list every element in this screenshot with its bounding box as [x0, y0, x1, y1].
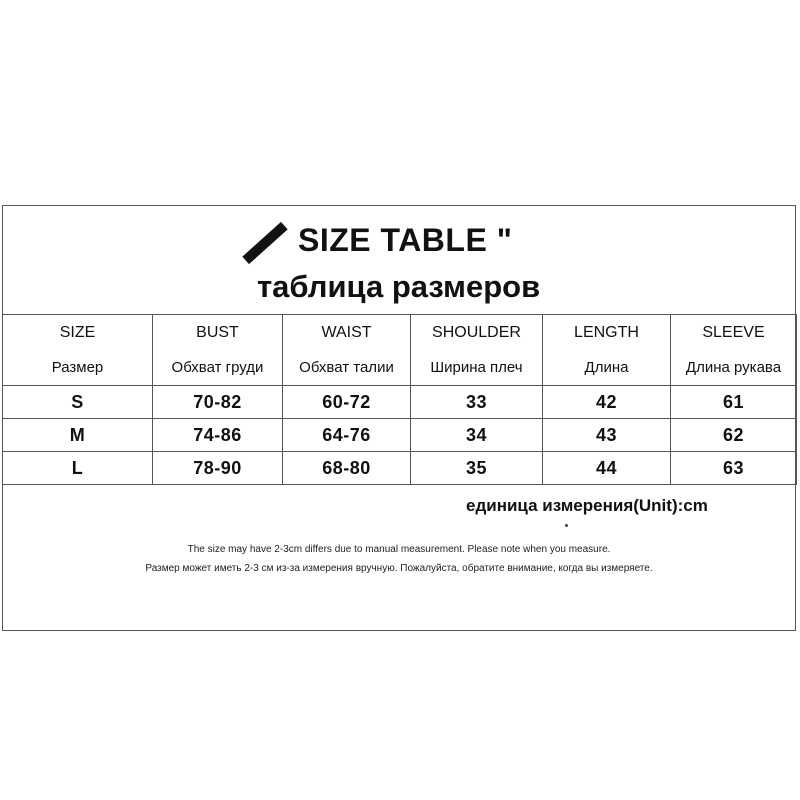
header-ru: Длина	[584, 358, 629, 376]
table-header-row	[3, 315, 797, 386]
dot-decoration	[565, 524, 568, 527]
cell-waist: 60-72	[283, 386, 411, 419]
cell-length: 43	[543, 419, 671, 452]
header-cell-length	[543, 315, 671, 386]
unit-label: единица измерения(Unit):cm	[466, 496, 708, 515]
cell-waist: 64-76	[283, 419, 411, 452]
cell-length: 44	[543, 452, 671, 485]
title-russian: таблица размеров	[257, 269, 541, 304]
cell-shoulder: 34	[411, 419, 543, 452]
title-section	[3, 206, 795, 311]
cell-length: 42	[543, 386, 671, 419]
header-en: BUST	[196, 323, 239, 341]
header-ru: Обхват талии	[299, 358, 394, 376]
cell-bust: 78-90	[153, 452, 283, 485]
header-cell-shoulder	[411, 315, 543, 386]
header-cell-size	[3, 315, 153, 386]
header-en: SHOULDER	[432, 323, 521, 341]
cell-size: L	[3, 452, 153, 485]
size-chart-frame	[2, 205, 796, 631]
title-english: SIZE TABLE "	[298, 222, 513, 258]
header-ru: Размер	[51, 358, 104, 376]
header-cell-sleeve	[671, 315, 797, 386]
header-cell-waist	[283, 315, 411, 386]
header-ru: Обхват груди	[171, 358, 264, 376]
header-en: LENGTH	[574, 323, 639, 341]
header-en: SIZE	[59, 323, 96, 341]
cell-bust: 74-86	[153, 419, 283, 452]
header-ru: Длина рукава	[685, 358, 782, 376]
cell-shoulder: 33	[411, 386, 543, 419]
cell-shoulder: 35	[411, 452, 543, 485]
cell-waist: 68-80	[283, 452, 411, 485]
table-row-s	[3, 386, 797, 419]
cell-size: M	[3, 419, 153, 452]
cell-sleeve: 62	[671, 419, 797, 452]
table-row-m	[3, 419, 797, 452]
header-en: WAIST	[321, 323, 372, 341]
header-ru: Ширина плеч	[430, 358, 523, 376]
header-cell-bust	[153, 315, 283, 386]
note-english: The size may have 2-3cm differs due to manual measurement. Please note when you measure.	[187, 544, 611, 555]
size-table	[2, 314, 797, 485]
header-en: SLEEVE	[702, 323, 765, 341]
cell-bust: 70-82	[153, 386, 283, 419]
cell-size: S	[3, 386, 153, 419]
cell-sleeve: 63	[671, 452, 797, 485]
note-russian: Размер может иметь 2-3 см из-за измерения вручную. Пожалуйста, обратите внимание, когда вы измеряете.	[145, 563, 653, 574]
cell-sleeve: 61	[671, 386, 797, 419]
slash-decoration	[242, 222, 287, 264]
table-row-l	[3, 452, 797, 485]
